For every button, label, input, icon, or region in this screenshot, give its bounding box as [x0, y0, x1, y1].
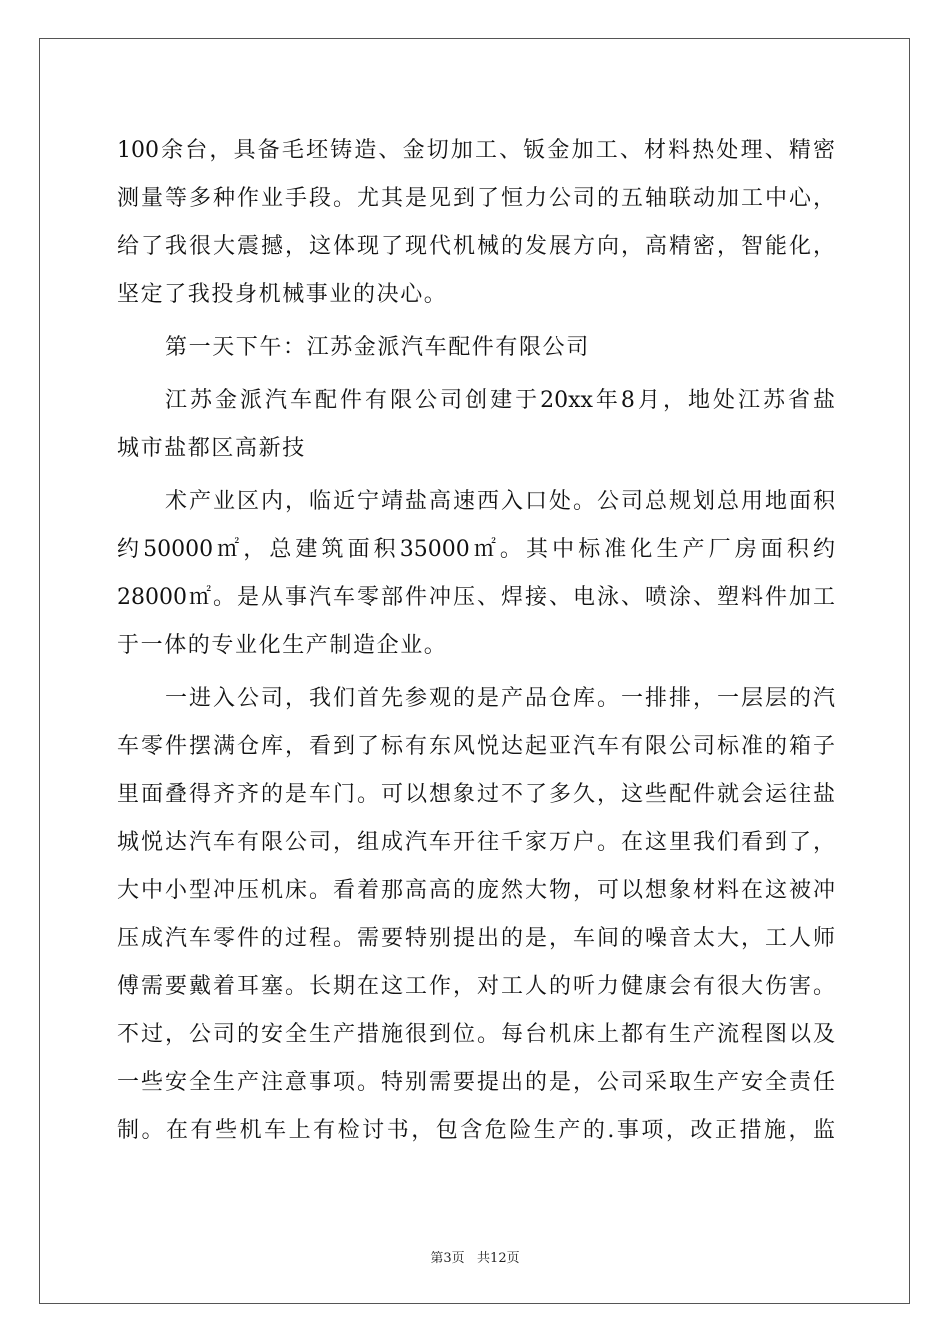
paragraph-line: 28000㎡。是从事汽车零部件冲压、焊接、电泳、喷涂、塑料件加工	[117, 585, 835, 610]
paragraph-line: 约50000㎡，总建筑面积35000㎡。其中标准化生产厂房面积约	[117, 537, 835, 562]
paragraph-line: 于一体的专业化生产制造企业。	[117, 633, 448, 658]
paragraph-line: 100余台，具备毛坯铸造、金切加工、钣金加工、材料热处理、精密	[117, 138, 835, 163]
paragraph-line: 里面叠得齐齐的是车门。可以想象过不了多久，这些配件就会运往盐	[117, 782, 835, 807]
page-number-footer: 第3页 共12页	[430, 1251, 520, 1266]
paragraph-line: 城市盐都区高新技	[117, 436, 306, 461]
paragraph-line: 车零件摆满仓库，看到了标有东风悦达起亚汽车有限公司标准的箱子	[117, 734, 835, 759]
section-heading: 第一天下午：江苏金派汽车配件有限公司	[165, 335, 590, 360]
paragraph-line: 测量等多种作业手段。尤其是见到了恒力公司的五轴联动加工中心，	[117, 186, 835, 211]
paragraph-line: 城悦达汽车有限公司，组成汽车开往千家万户。在这里我们看到了，	[117, 830, 835, 855]
paragraph-line: 一进入公司，我们首先参观的是产品仓库。一排排，一层层的汽	[165, 686, 835, 711]
paragraph-line: 江苏金派汽车配件有限公司创建于20xx年8月，地处江苏省盐	[165, 388, 835, 413]
paragraph-line: 大中小型冲压机床。看着那高高的庞然大物，可以想象材料在这被冲	[117, 878, 835, 903]
paragraph-line: 制。在有些机车上有检讨书，包含危险生产的.事项，改正措施，监	[117, 1118, 835, 1143]
paragraph-line: 一些安全生产注意事项。特别需要提出的是，公司采取生产安全责任	[117, 1070, 835, 1095]
paragraph-line: 坚定了我投身机械事业的决心。	[117, 282, 448, 307]
paragraph-line: 术产业区内，临近宁靖盐高速西入口处。公司总规划总用地面积	[165, 489, 835, 514]
paragraph-line: 傅需要戴着耳塞。长期在这工作，对工人的听力健康会有很大伤害。	[117, 974, 835, 999]
paragraph-line: 压成汽车零件的过程。需要特别提出的是，车间的噪音太大，工人师	[117, 926, 835, 951]
paragraph-line: 不过，公司的安全生产措施很到位。每台机床上都有生产流程图以及	[117, 1022, 835, 1047]
paragraph-line: 给了我很大震撼，这体现了现代机械的发展方向，高精密，智能化，	[117, 234, 835, 259]
